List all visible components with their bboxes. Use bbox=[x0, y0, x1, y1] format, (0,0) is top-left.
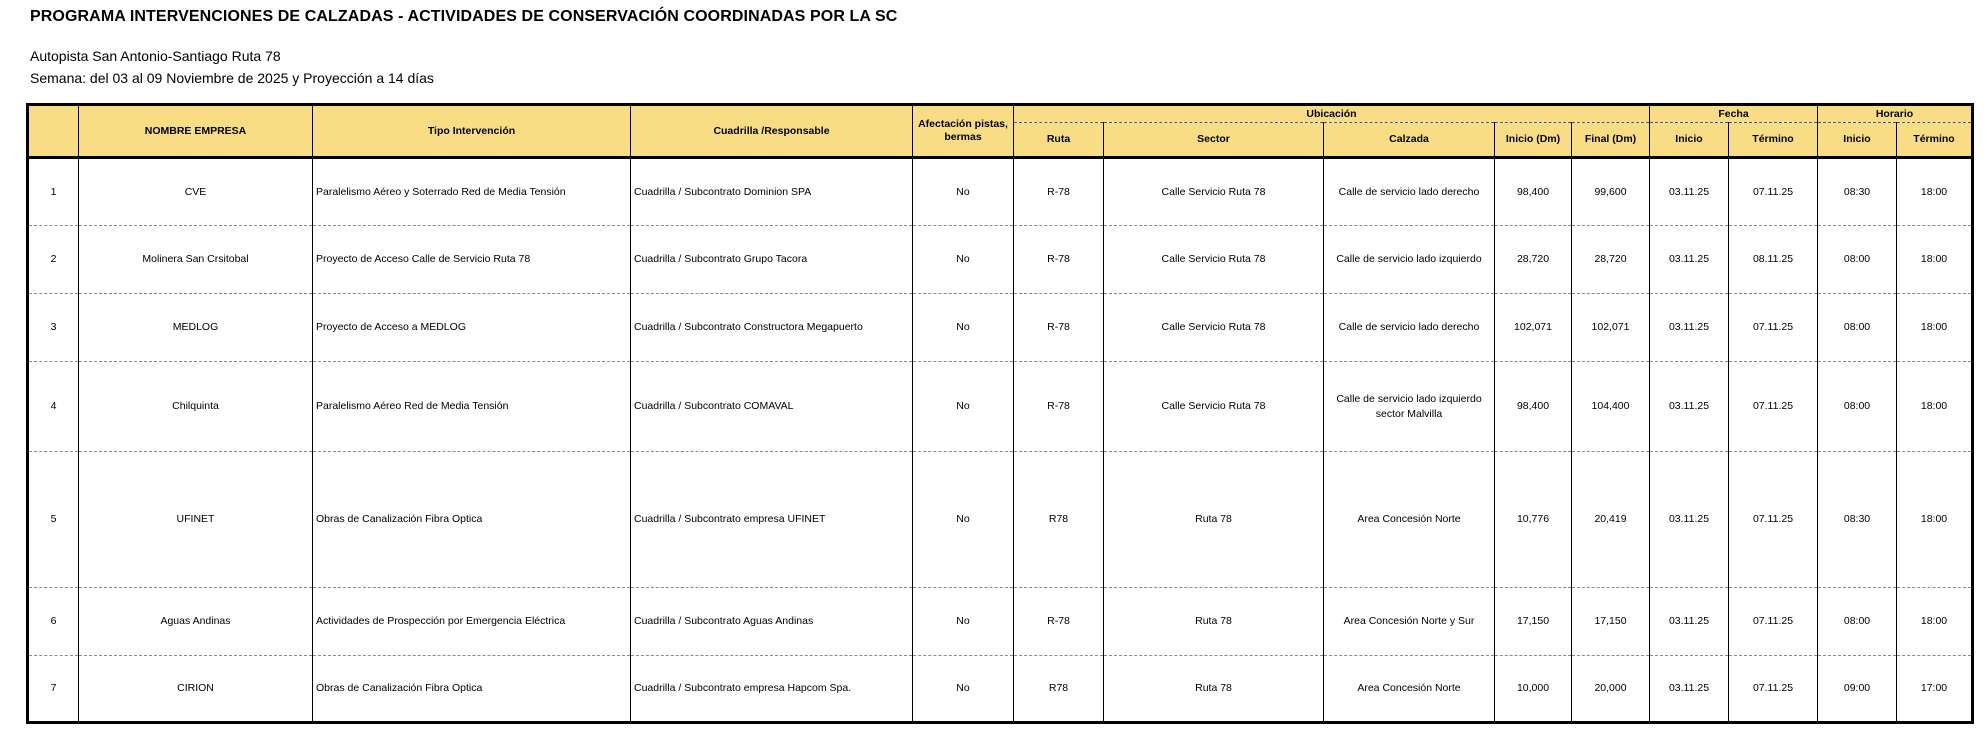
cell-inicio-dm: 98,400 bbox=[1495, 158, 1572, 226]
cell-sector: Calle Servicio Ruta 78 bbox=[1104, 158, 1324, 226]
cell-calzada: Calle de servicio lado izquierdo sector Malvilla bbox=[1324, 362, 1495, 452]
table-row bbox=[28, 226, 1973, 294]
header-empresa: NOMBRE EMPRESA bbox=[79, 105, 313, 158]
cell-number: 3 bbox=[28, 294, 79, 362]
cell-fecha-inicio: 03.11.25 bbox=[1650, 294, 1729, 362]
header-horario-inicio: Inicio bbox=[1818, 123, 1897, 158]
cell-afectacion: No bbox=[913, 226, 1014, 294]
cell-cuadrilla: Cuadrilla / Subcontrato Constructora Megapuerto bbox=[631, 294, 913, 362]
document-title: PROGRAMA INTERVENCIONES DE CALZADAS - ACTIVIDADES DE CONSERVACIÓN COORDINADAS POR LA SC bbox=[30, 8, 898, 25]
cell-calzada: Area Concesión Norte y Sur bbox=[1324, 588, 1495, 656]
header-sector: Sector bbox=[1104, 123, 1324, 158]
cell-cuadrilla: Cuadrilla / Subcontrato empresa Hapcom Spa. bbox=[631, 656, 913, 723]
cell-tipo: Obras de Canalización Fibra Optica bbox=[313, 656, 631, 723]
cell-fecha-termino: 07.11.25 bbox=[1729, 656, 1818, 723]
cell-ruta: R-78 bbox=[1014, 362, 1104, 452]
document-subtitle-route: Autopista San Antonio-Santiago Ruta 78 bbox=[30, 48, 281, 64]
cell-hora-inicio: 08:00 bbox=[1818, 294, 1897, 362]
table-row bbox=[28, 656, 1973, 723]
cell-fecha-inicio: 03.11.25 bbox=[1650, 452, 1729, 588]
cell-fecha-inicio: 03.11.25 bbox=[1650, 158, 1729, 226]
cell-sector: Ruta 78 bbox=[1104, 452, 1324, 588]
cell-hora-inicio: 08:00 bbox=[1818, 362, 1897, 452]
cell-calzada: Calle de servicio lado derecho bbox=[1324, 294, 1495, 362]
cell-final-dm: 20,000 bbox=[1572, 656, 1650, 723]
cell-hora-termino: 18:00 bbox=[1897, 226, 1973, 294]
header-tipo-intervencion: Tipo Intervención bbox=[313, 105, 631, 158]
cell-sector: Calle Servicio Ruta 78 bbox=[1104, 362, 1324, 452]
interventions-table bbox=[26, 103, 1974, 724]
cell-fecha-termino: 07.11.25 bbox=[1729, 452, 1818, 588]
cell-tipo: Obras de Canalización Fibra Optica bbox=[313, 452, 631, 588]
cell-inicio-dm: 10,776 bbox=[1495, 452, 1572, 588]
cell-final-dm: 102,071 bbox=[1572, 294, 1650, 362]
header-afectacion: Afectación pistas, bermas bbox=[913, 105, 1014, 158]
cell-hora-inicio: 08:00 bbox=[1818, 588, 1897, 656]
cell-cuadrilla: Cuadrilla / Subcontrato empresa UFINET bbox=[631, 452, 913, 588]
cell-fecha-termino: 07.11.25 bbox=[1729, 588, 1818, 656]
cell-afectacion: No bbox=[913, 656, 1014, 723]
cell-afectacion: No bbox=[913, 362, 1014, 452]
cell-calzada: Area Concesión Norte bbox=[1324, 656, 1495, 723]
cell-fecha-inicio: 03.11.25 bbox=[1650, 226, 1729, 294]
cell-ruta: R78 bbox=[1014, 452, 1104, 588]
cell-tipo: Actividades de Prospección por Emergencia Eléctrica bbox=[313, 588, 631, 656]
cell-empresa: MEDLOG bbox=[79, 294, 313, 362]
cell-empresa: UFINET bbox=[79, 452, 313, 588]
cell-tipo: Proyecto de Acceso a MEDLOG bbox=[313, 294, 631, 362]
header-group-ubicacion: Ubicación bbox=[1014, 105, 1650, 123]
table-row bbox=[28, 362, 1973, 452]
cell-empresa: Chilquinta bbox=[79, 362, 313, 452]
table-row bbox=[28, 588, 1973, 656]
cell-number: 2 bbox=[28, 226, 79, 294]
cell-hora-termino: 18:00 bbox=[1897, 158, 1973, 226]
cell-afectacion: No bbox=[913, 588, 1014, 656]
cell-cuadrilla: Cuadrilla / Subcontrato COMAVAL bbox=[631, 362, 913, 452]
cell-number: 1 bbox=[28, 158, 79, 226]
table-row bbox=[28, 452, 1973, 588]
cell-ruta: R78 bbox=[1014, 656, 1104, 723]
cell-inicio-dm: 102,071 bbox=[1495, 294, 1572, 362]
cell-empresa: Molinera San Crsitobal bbox=[79, 226, 313, 294]
cell-calzada: Area Concesión Norte bbox=[1324, 452, 1495, 588]
cell-hora-inicio: 08:30 bbox=[1818, 158, 1897, 226]
cell-empresa: Aguas Andinas bbox=[79, 588, 313, 656]
cell-number: 5 bbox=[28, 452, 79, 588]
header-calzada: Calzada bbox=[1324, 123, 1495, 158]
header-number bbox=[28, 105, 79, 158]
cell-sector: Calle Servicio Ruta 78 bbox=[1104, 226, 1324, 294]
cell-inicio-dm: 98,400 bbox=[1495, 362, 1572, 452]
cell-fecha-inicio: 03.11.25 bbox=[1650, 588, 1729, 656]
cell-number: 7 bbox=[28, 656, 79, 723]
cell-hora-termino: 17:00 bbox=[1897, 656, 1973, 723]
cell-final-dm: 17,150 bbox=[1572, 588, 1650, 656]
cell-inicio-dm: 28,720 bbox=[1495, 226, 1572, 294]
cell-hora-termino: 18:00 bbox=[1897, 294, 1973, 362]
header-fecha-termino: Término bbox=[1729, 123, 1818, 158]
header-group-horario: Horario bbox=[1818, 105, 1973, 123]
cell-hora-termino: 18:00 bbox=[1897, 588, 1973, 656]
header-final-dm: Final (Dm) bbox=[1572, 123, 1650, 158]
cell-fecha-inicio: 03.11.25 bbox=[1650, 362, 1729, 452]
cell-fecha-termino: 07.11.25 bbox=[1729, 294, 1818, 362]
cell-final-dm: 28,720 bbox=[1572, 226, 1650, 294]
cell-hora-termino: 18:00 bbox=[1897, 362, 1973, 452]
header-ruta: Ruta bbox=[1014, 123, 1104, 158]
header-fecha-inicio: Inicio bbox=[1650, 123, 1729, 158]
cell-number: 4 bbox=[28, 362, 79, 452]
cell-cuadrilla: Cuadrilla / Subcontrato Grupo Tacora bbox=[631, 226, 913, 294]
header-horario-termino: Término bbox=[1897, 123, 1973, 158]
cell-sector: Calle Servicio Ruta 78 bbox=[1104, 294, 1324, 362]
cell-afectacion: No bbox=[913, 452, 1014, 588]
header-group-fecha: Fecha bbox=[1650, 105, 1818, 123]
cell-ruta: R-78 bbox=[1014, 226, 1104, 294]
cell-ruta: R-78 bbox=[1014, 294, 1104, 362]
cell-afectacion: No bbox=[913, 158, 1014, 226]
header-cuadrilla: Cuadrilla /Responsable bbox=[631, 105, 913, 158]
document-subtitle-week: Semana: del 03 al 09 Noviembre de 2025 y Proyección a 14 días bbox=[30, 70, 434, 86]
cell-tipo: Paralelismo Aéreo Red de Media Tensión bbox=[313, 362, 631, 452]
cell-sector: Ruta 78 bbox=[1104, 656, 1324, 723]
header-inicio-dm: Inicio (Dm) bbox=[1495, 123, 1572, 158]
cell-calzada: Calle de servicio lado derecho bbox=[1324, 158, 1495, 226]
cell-final-dm: 99,600 bbox=[1572, 158, 1650, 226]
cell-empresa: CVE bbox=[79, 158, 313, 226]
cell-cuadrilla: Cuadrilla / Subcontrato Aguas Andinas bbox=[631, 588, 913, 656]
cell-calzada: Calle de servicio lado izquierdo bbox=[1324, 226, 1495, 294]
cell-hora-inicio: 09:00 bbox=[1818, 656, 1897, 723]
cell-cuadrilla: Cuadrilla / Subcontrato Dominion SPA bbox=[631, 158, 913, 226]
cell-afectacion: No bbox=[913, 294, 1014, 362]
cell-final-dm: 20,419 bbox=[1572, 452, 1650, 588]
cell-tipo: Paralelismo Aéreo y Soterrado Red de Media Tensión bbox=[313, 158, 631, 226]
table-row bbox=[28, 294, 1973, 362]
cell-hora-termino: 18:00 bbox=[1897, 452, 1973, 588]
cell-hora-inicio: 08:30 bbox=[1818, 452, 1897, 588]
cell-number: 6 bbox=[28, 588, 79, 656]
cell-ruta: R-78 bbox=[1014, 158, 1104, 226]
cell-sector: Ruta 78 bbox=[1104, 588, 1324, 656]
cell-fecha-termino: 07.11.25 bbox=[1729, 362, 1818, 452]
cell-ruta: R-78 bbox=[1014, 588, 1104, 656]
cell-fecha-termino: 07.11.25 bbox=[1729, 158, 1818, 226]
cell-empresa: CIRION bbox=[79, 656, 313, 723]
cell-inicio-dm: 10,000 bbox=[1495, 656, 1572, 723]
cell-inicio-dm: 17,150 bbox=[1495, 588, 1572, 656]
header-row-groups bbox=[28, 105, 1973, 123]
cell-fecha-termino: 08.11.25 bbox=[1729, 226, 1818, 294]
cell-hora-inicio: 08:00 bbox=[1818, 226, 1897, 294]
table-row bbox=[28, 158, 1973, 226]
cell-final-dm: 104,400 bbox=[1572, 362, 1650, 452]
cell-fecha-inicio: 03.11.25 bbox=[1650, 656, 1729, 723]
cell-tipo: Proyecto de Acceso Calle de Servicio Ruta 78 bbox=[313, 226, 631, 294]
